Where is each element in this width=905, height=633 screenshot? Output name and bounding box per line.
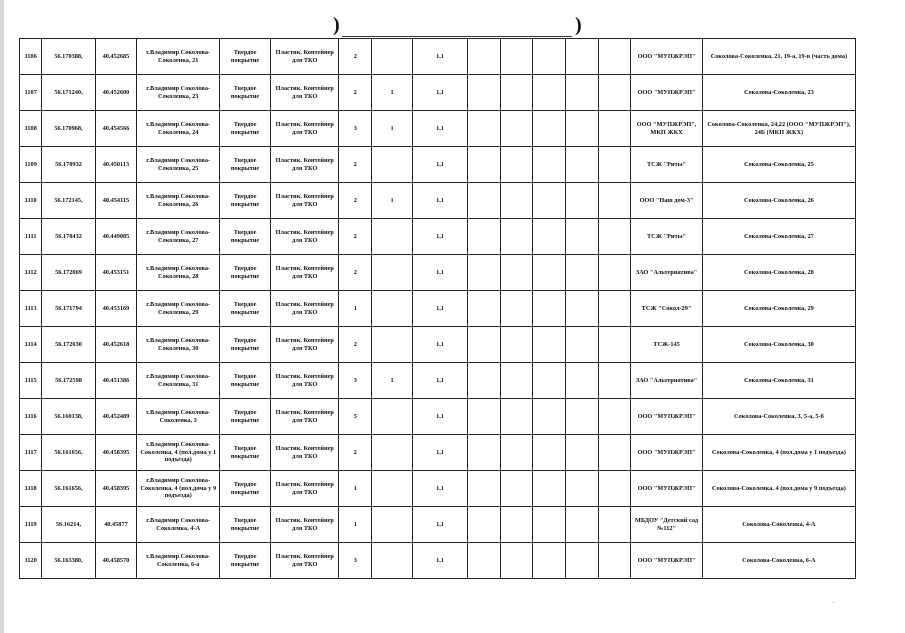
empty-cell <box>500 543 533 579</box>
container-count-cell: 1 <box>339 471 372 507</box>
sources-cell: Соколова-Соколенка, 26 <box>702 183 855 219</box>
container-type-cell: Пластик. Контейнер для ТКО <box>271 399 339 435</box>
row-number-cell: 1120 <box>20 543 42 579</box>
volume-cell: 1,1 <box>412 543 467 579</box>
latitude-cell: 56.170388, <box>42 39 95 75</box>
container-type-cell: Пластик. Контейнер для ТКО <box>271 111 339 147</box>
empty-cell <box>598 327 631 363</box>
longitude-cell: 40.458395 <box>95 471 137 507</box>
extra-count-cell <box>372 399 413 435</box>
sources-cell: Соколова-Соколенка, 3, 5-а, 5-б <box>702 399 855 435</box>
scan-speck <box>833 602 834 603</box>
volume-cell: 1,1 <box>412 111 467 147</box>
extra-count-cell <box>372 255 413 291</box>
volume-cell: 1,1 <box>412 219 467 255</box>
table-row <box>20 507 856 543</box>
owner-cell: МБДОУ "Детский сад №112" <box>631 507 702 543</box>
empty-cell <box>566 147 599 183</box>
empty-cell <box>598 291 631 327</box>
longitude-cell: 40.452685 <box>95 39 137 75</box>
empty-cell <box>468 291 501 327</box>
row-number-cell: 1111 <box>20 219 42 255</box>
longitude-cell: 40.452600 <box>95 75 137 111</box>
table-row <box>20 327 856 363</box>
owner-cell: ЗАО "Альтернатива" <box>631 255 702 291</box>
latitude-cell: 56.172145, <box>42 183 95 219</box>
surface-cell: Твердое покрытие <box>220 399 271 435</box>
empty-cell <box>566 39 599 75</box>
container-count-cell: 3 <box>339 111 372 147</box>
empty-cell <box>533 507 566 543</box>
empty-cell <box>500 435 533 471</box>
latitude-cell: 56.161656, <box>42 471 95 507</box>
surface-cell: Твердое покрытие <box>220 291 271 327</box>
table-row <box>20 291 856 327</box>
volume-cell: 1,1 <box>412 147 467 183</box>
empty-cell <box>598 255 631 291</box>
longitude-cell: 40.452618 <box>95 327 137 363</box>
extra-count-cell <box>372 39 413 75</box>
volume-cell: 1,1 <box>412 183 467 219</box>
address-cell: г.Владимир Соколова-Соколенка, 4 (пол.дома у 1 подъезда) <box>137 435 220 471</box>
row-number-cell: 1112 <box>20 255 42 291</box>
container-type-cell: Пластик. Контейнер для ТКО <box>271 183 339 219</box>
longitude-cell: 40.458395 <box>95 435 137 471</box>
container-count-cell: 2 <box>339 435 372 471</box>
volume-cell: 1,1 <box>412 327 467 363</box>
container-type-cell: Пластик. Контейнер для ТКО <box>271 543 339 579</box>
table-row <box>20 255 856 291</box>
empty-cell <box>598 471 631 507</box>
owner-cell: ТСЖ "Риты" <box>631 219 702 255</box>
container-type-cell: Пластик. Контейнер для ТКО <box>271 39 339 75</box>
table-row <box>20 471 856 507</box>
empty-cell <box>500 363 533 399</box>
empty-cell <box>566 291 599 327</box>
surface-cell: Твердое покрытие <box>220 507 271 543</box>
address-cell: г.Владимир Соколова-Соколенка, 6-а <box>137 543 220 579</box>
surface-cell: Твердое покрытие <box>220 363 271 399</box>
owner-cell: ООО "МУПЖРЭП" <box>631 39 702 75</box>
container-count-cell: 3 <box>339 363 372 399</box>
latitude-cell: 56.172069 <box>42 255 95 291</box>
empty-cell <box>500 219 533 255</box>
longitude-cell: 40.453151 <box>95 255 137 291</box>
empty-cell <box>566 471 599 507</box>
longitude-cell: 40.45877 <box>95 507 137 543</box>
container-type-cell: Пластик. Контейнер для ТКО <box>271 435 339 471</box>
empty-cell <box>500 291 533 327</box>
empty-cell <box>468 327 501 363</box>
empty-cell <box>533 75 566 111</box>
latitude-cell: 56.172630 <box>42 327 95 363</box>
surface-cell: Твердое покрытие <box>220 39 271 75</box>
owner-cell: ТСЖ "Риты" <box>631 147 702 183</box>
empty-cell <box>598 183 631 219</box>
address-cell: г.Владимир Соколова-Соколенка, 31 <box>137 363 220 399</box>
container-type-cell: Пластик. Контейнер для ТКО <box>271 507 339 543</box>
sources-cell: Соколова-Соколенка, 29 <box>702 291 855 327</box>
container-type-cell: Пластик. Контейнер для ТКО <box>271 291 339 327</box>
empty-cell <box>533 327 566 363</box>
surface-cell: Твердое покрытие <box>220 327 271 363</box>
empty-cell <box>533 147 566 183</box>
sources-cell: Соколова-Соколенка, 23 <box>702 75 855 111</box>
volume-cell: 1,1 <box>412 75 467 111</box>
surface-cell: Твердое покрытие <box>220 219 271 255</box>
surface-cell: Твердое покрытие <box>220 183 271 219</box>
container-type-cell: Пластик. Контейнер для ТКО <box>271 327 339 363</box>
container-count-cell: 3 <box>339 543 372 579</box>
sources-cell: Соколова-Соколенка, 25 <box>702 147 855 183</box>
empty-cell <box>566 75 599 111</box>
table-row <box>20 399 856 435</box>
owner-cell: ООО "МУПЖРЭП", МКП ЖКХ <box>631 111 702 147</box>
container-type-cell: Пластик. Контейнер для ТКО <box>271 147 339 183</box>
empty-cell <box>468 543 501 579</box>
address-cell: г.Владимир Соколова-Соколенка, 28 <box>137 255 220 291</box>
empty-cell <box>566 111 599 147</box>
empty-cell <box>500 39 533 75</box>
empty-cell <box>500 183 533 219</box>
empty-cell <box>468 363 501 399</box>
row-number-cell: 1116 <box>20 399 42 435</box>
container-type-cell: Пластик. Контейнер для ТКО <box>271 255 339 291</box>
surface-cell: Твердое покрытие <box>220 435 271 471</box>
longitude-cell: 40.453169 <box>95 291 137 327</box>
empty-cell <box>468 39 501 75</box>
latitude-cell: 56.163380, <box>42 543 95 579</box>
container-count-cell: 2 <box>339 183 372 219</box>
empty-cell <box>468 75 501 111</box>
sources-cell: Соколова-Соколенка, 4 (пол.дома у 1 подъезда) <box>702 435 855 471</box>
empty-cell <box>500 399 533 435</box>
container-count-cell: 1 <box>339 507 372 543</box>
table-row <box>20 183 856 219</box>
address-cell: г.Владимир Соколова-Соколенка, 4 (пол.дома у 9 подъезда) <box>137 471 220 507</box>
row-number-cell: 1117 <box>20 435 42 471</box>
container-type-cell: Пластик. Контейнер для ТКО <box>271 471 339 507</box>
empty-cell <box>500 111 533 147</box>
empty-cell <box>598 507 631 543</box>
address-cell: г.Владимир Соколова-Соколенка, 29 <box>137 291 220 327</box>
empty-cell <box>598 435 631 471</box>
table-row <box>20 75 856 111</box>
latitude-cell: 56.171240, <box>42 75 95 111</box>
latitude-cell: 56.170968, <box>42 111 95 147</box>
owner-cell: ТСЖ-145 <box>631 327 702 363</box>
container-count-cell: 1 <box>339 291 372 327</box>
extra-count-cell <box>372 147 413 183</box>
empty-cell <box>468 435 501 471</box>
row-number-cell: 1109 <box>20 147 42 183</box>
owner-cell: ООО "МУПЖРЭП" <box>631 435 702 471</box>
address-cell: г.Владимир Соколова-Соколенка, 27 <box>137 219 220 255</box>
latitude-cell: 56.16214, <box>42 507 95 543</box>
empty-cell <box>533 255 566 291</box>
empty-cell <box>598 111 631 147</box>
corner-mark-right: ) <box>575 14 582 36</box>
empty-cell <box>533 435 566 471</box>
extra-count-cell: 1 <box>372 363 413 399</box>
empty-cell <box>598 543 631 579</box>
empty-cell <box>468 183 501 219</box>
latitude-cell: 56.161656, <box>42 435 95 471</box>
empty-cell <box>468 471 501 507</box>
owner-cell: ТСЖ "Сокол-29" <box>631 291 702 327</box>
volume-cell: 1,1 <box>412 399 467 435</box>
latitude-cell: 56.160138, <box>42 399 95 435</box>
empty-cell <box>533 219 566 255</box>
row-number-cell: 1106 <box>20 39 42 75</box>
empty-cell <box>533 399 566 435</box>
longitude-cell: 40.450113 <box>95 147 137 183</box>
extra-count-cell <box>372 507 413 543</box>
empty-cell <box>566 435 599 471</box>
empty-cell <box>533 111 566 147</box>
sources-cell: Соколова-Соколенка, 28 <box>702 255 855 291</box>
table-row <box>20 435 856 471</box>
container-sites-table <box>19 38 856 579</box>
latitude-cell: 56.171794 <box>42 291 95 327</box>
surface-cell: Твердое покрытие <box>220 75 271 111</box>
empty-cell <box>566 363 599 399</box>
address-cell: г.Владимир Соколова-Соколенка, 25 <box>137 147 220 183</box>
container-count-cell: 2 <box>339 147 372 183</box>
owner-cell: ООО "МУПЖРЭП" <box>631 75 702 111</box>
table-row <box>20 111 856 147</box>
address-cell: г.Владимир Соколова-Соколенка, 26 <box>137 183 220 219</box>
table-row <box>20 363 856 399</box>
empty-cell <box>533 291 566 327</box>
empty-cell <box>566 543 599 579</box>
row-number-cell: 1115 <box>20 363 42 399</box>
owner-cell: ООО "МУПЖРЭП" <box>631 399 702 435</box>
surface-cell: Твердое покрытие <box>220 255 271 291</box>
address-cell: г.Владимир Соколова-Соколенка, 3 <box>137 399 220 435</box>
volume-cell: 1,1 <box>412 39 467 75</box>
container-count-cell: 5 <box>339 399 372 435</box>
extra-count-cell <box>372 543 413 579</box>
latitude-cell: 56.170932 <box>42 147 95 183</box>
empty-cell <box>500 255 533 291</box>
surface-cell: Твердое покрытие <box>220 147 271 183</box>
container-count-cell: 2 <box>339 219 372 255</box>
extra-count-cell <box>372 291 413 327</box>
row-number-cell: 1110 <box>20 183 42 219</box>
extra-count-cell <box>372 435 413 471</box>
row-number-cell: 1108 <box>20 111 42 147</box>
empty-cell <box>533 471 566 507</box>
sources-cell: Соколова-Соколенка, 31 <box>702 363 855 399</box>
address-cell: г.Владимир Соколова-Соколенка, 24 <box>137 111 220 147</box>
container-count-cell: 2 <box>339 327 372 363</box>
empty-cell <box>533 39 566 75</box>
volume-cell: 1,1 <box>412 507 467 543</box>
container-type-cell: Пластик. Контейнер для ТКО <box>271 75 339 111</box>
row-number-cell: 1107 <box>20 75 42 111</box>
sources-cell: Соколова-Соколенка, 4-А <box>702 507 855 543</box>
table-row <box>20 147 856 183</box>
empty-cell <box>566 507 599 543</box>
empty-cell <box>468 219 501 255</box>
sources-cell: Соколова-Соколенка, 6-А <box>702 543 855 579</box>
empty-cell <box>598 39 631 75</box>
sources-cell: Соколова-Соколенка, 4 (пол.дома у 9 подъезда) <box>702 471 855 507</box>
surface-cell: Твердое покрытие <box>220 543 271 579</box>
empty-cell <box>598 219 631 255</box>
empty-cell <box>533 543 566 579</box>
extra-count-cell: 1 <box>372 111 413 147</box>
row-number-cell: 1113 <box>20 291 42 327</box>
sources-cell: Соколова-Соколенка, 27 <box>702 219 855 255</box>
address-cell: г.Владимир Соколова-Соколенка, 21 <box>137 39 220 75</box>
scan-edge-shadow <box>0 0 4 633</box>
table-row <box>20 543 856 579</box>
volume-cell: 1,1 <box>412 435 467 471</box>
empty-cell <box>598 399 631 435</box>
empty-cell <box>500 75 533 111</box>
extra-count-cell: 1 <box>372 183 413 219</box>
owner-cell: ООО "Наш дом-3" <box>631 183 702 219</box>
container-type-cell: Пластик. Контейнер для ТКО <box>271 219 339 255</box>
longitude-cell: 40.449085 <box>95 219 137 255</box>
empty-cell <box>500 471 533 507</box>
table-body <box>20 39 856 579</box>
empty-cell <box>566 219 599 255</box>
longitude-cell: 40.454566 <box>95 111 137 147</box>
empty-cell <box>598 363 631 399</box>
longitude-cell: 40.454115 <box>95 183 137 219</box>
volume-cell: 1,1 <box>412 255 467 291</box>
empty-cell <box>468 111 501 147</box>
empty-cell <box>468 507 501 543</box>
container-count-cell: 2 <box>339 75 372 111</box>
latitude-cell: 56.172598 <box>42 363 95 399</box>
corner-mark-left: ) <box>333 14 340 36</box>
row-number-cell: 1119 <box>20 507 42 543</box>
sources-cell: Соколова-Соколенка, 21, 19-а, 19-в (часть дома) <box>702 39 855 75</box>
empty-cell <box>500 147 533 183</box>
owner-cell: ООО "МУПЖРЭП" <box>631 543 702 579</box>
table-row <box>20 39 856 75</box>
sources-cell: Соколова-Соколенка, 24,22 (ООО "МУПЖРЭП"), 24Б (МКП ЖКХ) <box>702 111 855 147</box>
container-count-cell: 2 <box>339 39 372 75</box>
sources-cell: Соколова-Соколенка, 30 <box>702 327 855 363</box>
owner-cell: ЗАО "Альтернатива" <box>631 363 702 399</box>
address-cell: г.Владимир Соколова-Соколенка, 23 <box>137 75 220 111</box>
extra-count-cell <box>372 327 413 363</box>
empty-cell <box>598 147 631 183</box>
volume-cell: 1,1 <box>412 363 467 399</box>
owner-cell: ООО "МУПЖРЭП" <box>631 471 702 507</box>
longitude-cell: 40.458570 <box>95 543 137 579</box>
empty-cell <box>566 255 599 291</box>
empty-cell <box>566 399 599 435</box>
empty-cell <box>500 327 533 363</box>
empty-cell <box>468 147 501 183</box>
empty-cell <box>566 327 599 363</box>
top-rule <box>342 36 572 37</box>
empty-cell <box>533 363 566 399</box>
container-count-cell: 2 <box>339 255 372 291</box>
surface-cell: Твердое покрытие <box>220 471 271 507</box>
longitude-cell: 40.451386 <box>95 363 137 399</box>
address-cell: г.Владимир Соколова-Соколенка, 30 <box>137 327 220 363</box>
empty-cell <box>468 255 501 291</box>
longitude-cell: 40.452489 <box>95 399 137 435</box>
table-row <box>20 219 856 255</box>
address-cell: г.Владимир Соколова-Соколенка, 4-А <box>137 507 220 543</box>
empty-cell <box>533 183 566 219</box>
extra-count-cell <box>372 471 413 507</box>
empty-cell <box>566 183 599 219</box>
row-number-cell: 1114 <box>20 327 42 363</box>
row-number-cell: 1118 <box>20 471 42 507</box>
empty-cell <box>598 75 631 111</box>
container-type-cell: Пластик. Контейнер для ТКО <box>271 363 339 399</box>
volume-cell: 1,1 <box>412 471 467 507</box>
latitude-cell: 56.170432 <box>42 219 95 255</box>
empty-cell <box>468 399 501 435</box>
volume-cell: 1,1 <box>412 291 467 327</box>
extra-count-cell: 1 <box>372 75 413 111</box>
empty-cell <box>500 507 533 543</box>
surface-cell: Твердое покрытие <box>220 111 271 147</box>
extra-count-cell <box>372 219 413 255</box>
